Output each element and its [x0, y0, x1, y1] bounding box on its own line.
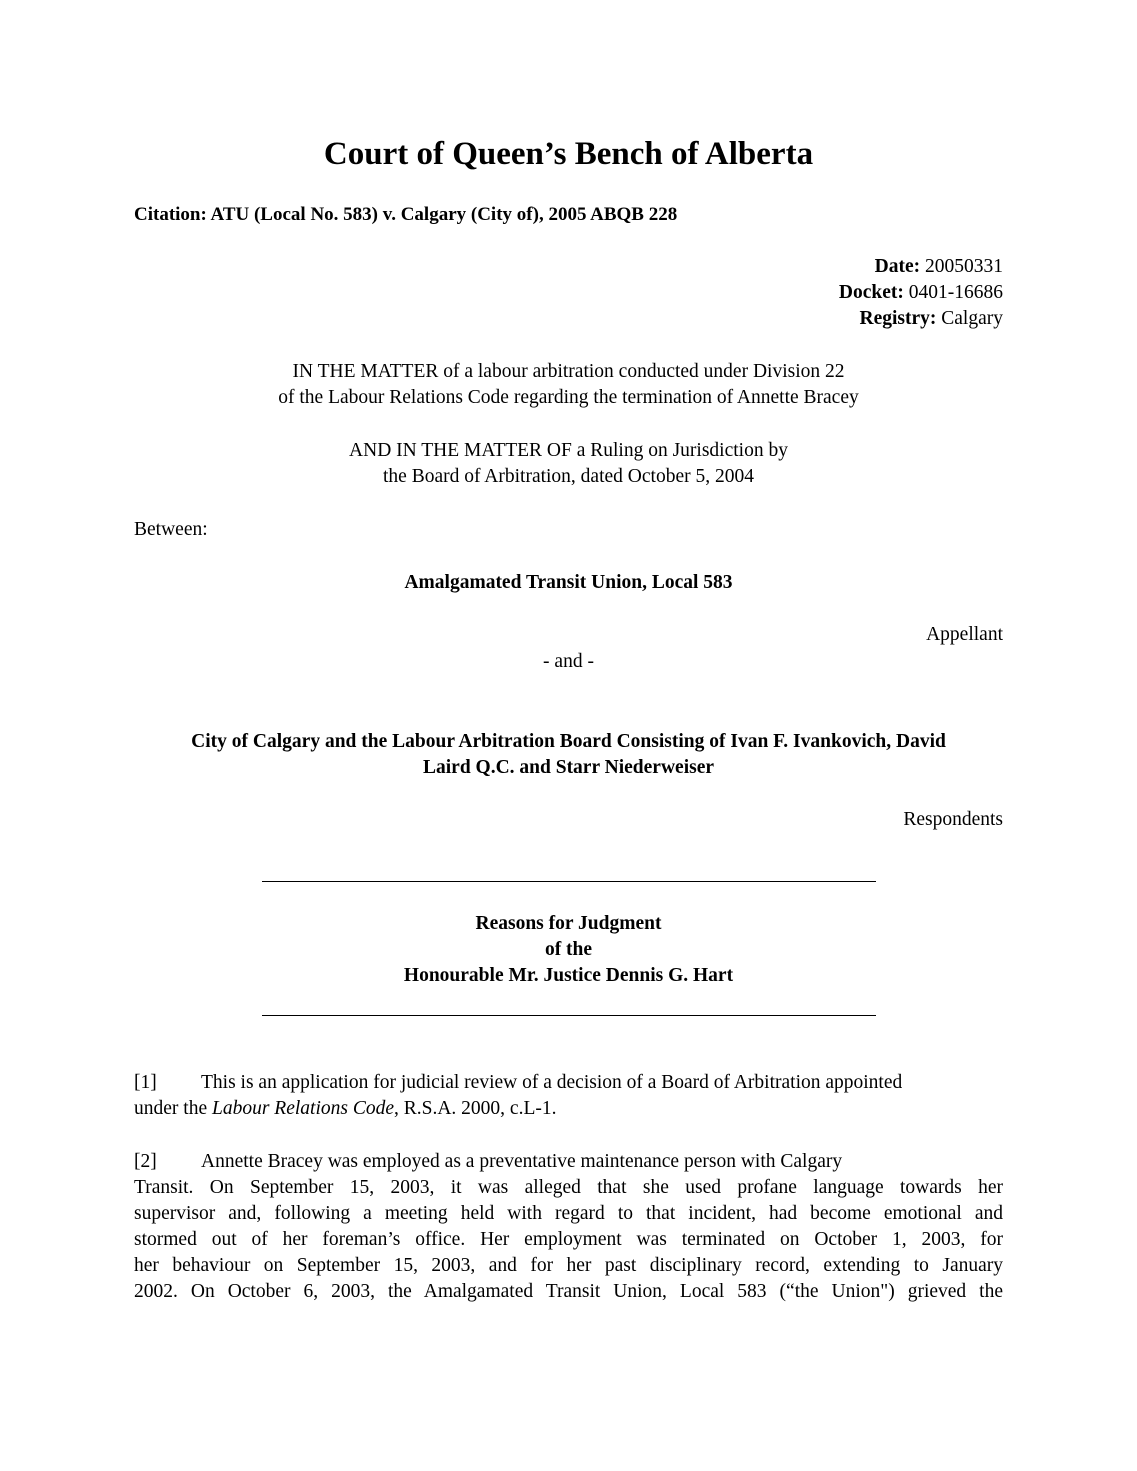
date-label: Date: — [874, 256, 921, 277]
citation: Citation: ATU (Local No. 583) v. Calgary (City of), 2005 ABQB 228 — [134, 204, 678, 225]
paragraph-2-text-1: Annette Bracey was employed as a preventative maintenance person with Calgary — [201, 1151, 843, 1172]
registry-line — [860, 306, 1004, 332]
matter-line-2: of the Labour Relations Code regarding the termination of Annette Bracey — [278, 387, 859, 408]
matter-line-3: AND IN THE MATTER OF a Ruling on Jurisdiction by — [349, 440, 788, 461]
paragraph-1-line-1 — [134, 1070, 1003, 1096]
date-value: 20050331 — [925, 256, 1003, 277]
paragraph-2-line-6: 2002. On October 6, 2003, the Amalgamated Transit Union, Local 583 (“the Union") grieved the — [134, 1281, 1003, 1302]
divider-bottom — [262, 1015, 876, 1016]
court-title: Court of Queen’s Bench of Alberta — [323, 136, 814, 172]
docket-line — [839, 280, 1003, 306]
paragraph-2-number: [2] — [134, 1151, 157, 1172]
paragraph-2 — [134, 1149, 1003, 1305]
reasons-line-2: of the — [544, 939, 593, 960]
matter-line-4: the Board of Arbitration, dated October 5, 2004 — [383, 466, 754, 487]
paragraph-1-text-2b: , R.S.A. 2000, c.L-1. — [394, 1098, 557, 1119]
statute-name: Labour Relations Code — [211, 1098, 394, 1119]
registry-label: Registry: — [859, 308, 937, 329]
docket-label: Docket: — [838, 282, 904, 303]
paragraph-1-text-2a: under the — [134, 1098, 212, 1119]
paragraph-1-line-2 — [134, 1096, 1003, 1122]
paragraph-2-line-3: supervisor and, following a meeting held with regard to that incident, had become emotional and — [134, 1203, 1003, 1224]
appellant-name: Amalgamated Transit Union, Local 583 — [404, 572, 733, 593]
reasons-line-3: Honourable Mr. Justice Dennis G. Hart — [403, 965, 734, 986]
respondent-name-line-2: Laird Q.C. and Starr Niederweiser — [422, 757, 715, 778]
reasons-line-1: Reasons for Judgment — [475, 913, 662, 934]
paragraph-1-text-1: This is an application for judicial review of a decision of a Board of Arbitration appointed — [201, 1072, 903, 1093]
matter-line-1: IN THE MATTER of a labour arbitration conducted under Division 22 — [292, 361, 845, 382]
appellant-role: Appellant — [926, 624, 1003, 645]
paragraph-2-line-1 — [134, 1149, 1003, 1175]
respondent-role: Respondents — [903, 809, 1003, 830]
between-label: Between: — [134, 519, 208, 540]
paragraph-1 — [134, 1070, 1003, 1122]
paragraph-2-line-4: stormed out of her foreman’s office. Her employment was terminated on October 1, 2003, for — [134, 1229, 1003, 1250]
paragraph-1-number: [1] — [134, 1072, 157, 1093]
and-separator: - and - — [543, 651, 594, 672]
date-line — [875, 254, 1003, 280]
paragraph-2-line-5: her behaviour on September 15, 2003, and for her past disciplinary record, extending to January — [134, 1255, 1003, 1276]
paragraph-2-line-2: Transit. On September 15, 2003, it was alleged that she used profane language towards her — [134, 1177, 1003, 1198]
divider-top — [262, 881, 876, 882]
respondent-name-line-1: City of Calgary and the Labour Arbitration Board Consisting of Ivan F. Ivankovich, David — [191, 731, 946, 752]
docket-value: 0401-16686 — [908, 282, 1003, 303]
registry-value: Calgary — [941, 308, 1003, 329]
